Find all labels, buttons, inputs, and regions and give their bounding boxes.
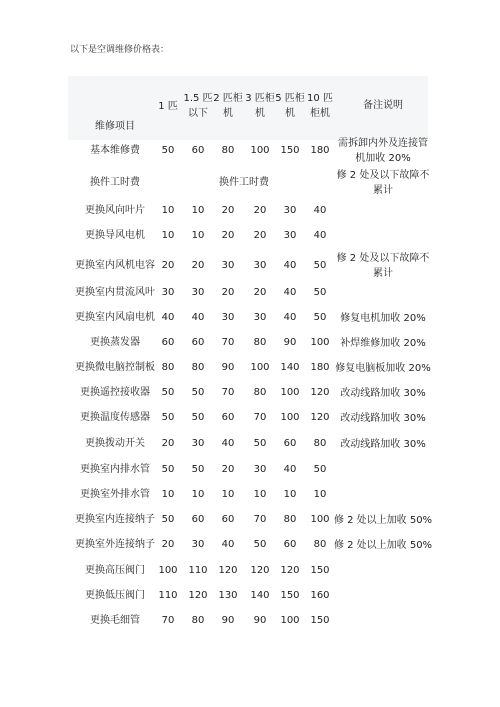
row-item: 基本维修费	[90, 145, 140, 156]
cell-value: 80	[191, 362, 205, 373]
cell-value: 60	[283, 438, 297, 449]
header-col-1: 1 匹	[158, 100, 178, 112]
cell-value: 30	[191, 287, 205, 298]
row-item: 换件工时费	[90, 177, 140, 188]
cell-value: 80	[161, 362, 175, 373]
cell-value: 50	[313, 287, 327, 298]
cell-value: 130	[218, 590, 238, 601]
cell-value: 10	[221, 489, 235, 500]
cell-value: 50	[191, 387, 205, 398]
cell-value: 120	[310, 387, 330, 398]
cell-value: 10	[161, 489, 175, 500]
cell-value: 80	[191, 615, 205, 626]
row-item: 更换风向叶片	[85, 205, 145, 216]
header-item: 维修项目	[95, 121, 135, 132]
cell-value: 110	[188, 565, 208, 576]
cell-value: 70	[161, 615, 175, 626]
cell-value: 50	[313, 464, 327, 475]
cell-value: 100	[280, 615, 300, 626]
cell-value: 100	[250, 145, 270, 156]
cell-value: 60	[161, 337, 175, 348]
cell-value: 50	[253, 539, 267, 550]
cell-value: 120	[250, 565, 270, 576]
header-col-5: 5 匹柜 机	[275, 93, 305, 119]
cell-value: 20	[253, 287, 267, 298]
row-item: 更换温度传感器	[80, 412, 150, 423]
cell-value: 50	[191, 412, 205, 423]
header-col-6: 10 匹 柜机	[307, 93, 333, 119]
row-span: 换件工时费	[219, 177, 269, 188]
cell-value: 20	[253, 205, 267, 216]
row-item: 更换导风电机	[85, 230, 145, 241]
cell-value: 100	[250, 362, 270, 373]
cell-value: 110	[158, 590, 178, 601]
cell-value: 10	[253, 489, 267, 500]
cell-value: 30	[221, 312, 235, 323]
row-note: 修复电脑板加收 20%	[335, 362, 431, 374]
cell-value: 160	[310, 590, 330, 601]
cell-value: 120	[280, 565, 300, 576]
cell-value: 50	[191, 464, 205, 475]
cell-value: 100	[158, 565, 178, 576]
cell-value: 80	[313, 539, 327, 550]
cell-value: 20	[221, 464, 235, 475]
cell-value: 80	[313, 438, 327, 449]
cell-value: 40	[283, 287, 297, 298]
cell-value: 150	[310, 615, 330, 626]
cell-value: 120	[188, 590, 208, 601]
cell-value: 90	[283, 337, 297, 348]
cell-value: 10	[161, 205, 175, 216]
cell-value: 20	[161, 260, 175, 271]
row-item: 更换拨动开关	[85, 438, 145, 449]
cell-value: 100	[280, 387, 300, 398]
row-note: 补焊维修加收 20%	[340, 337, 426, 349]
cell-value: 20	[221, 205, 235, 216]
row-item: 更换微电脑控制板	[75, 362, 155, 373]
row-item: 更换室外连接纳子	[75, 539, 155, 550]
cell-value: 20	[191, 260, 205, 271]
cell-value: 60	[221, 412, 235, 423]
row-note: 改动线路加收 30%	[340, 387, 426, 399]
cell-value: 180	[310, 145, 330, 156]
cell-value: 60	[221, 514, 235, 525]
row-note: 修 2 处及以下故障不 累计	[336, 253, 430, 279]
cell-value: 180	[310, 362, 330, 373]
cell-value: 30	[283, 230, 297, 241]
cell-value: 30	[253, 260, 267, 271]
cell-value: 30	[191, 438, 205, 449]
cell-value: 60	[191, 514, 205, 525]
row-item: 更换室内风扇电机	[75, 312, 155, 323]
cell-value: 80	[253, 387, 267, 398]
row-note: 改动线路加收 30%	[340, 438, 426, 450]
cell-value: 30	[221, 260, 235, 271]
cell-value: 10	[313, 489, 327, 500]
row-note: 改动线路加收 30%	[340, 412, 426, 424]
cell-value: 40	[313, 205, 327, 216]
cell-value: 40	[283, 464, 297, 475]
cell-value: 40	[191, 312, 205, 323]
cell-value: 50	[313, 312, 327, 323]
cell-value: 70	[253, 412, 267, 423]
cell-value: 50	[161, 412, 175, 423]
row-item: 更换室外排水管	[80, 489, 150, 500]
row-item: 更换低压阀门	[85, 590, 145, 601]
cell-value: 140	[250, 590, 270, 601]
cell-value: 30	[253, 464, 267, 475]
cell-value: 40	[221, 539, 235, 550]
cell-value: 140	[280, 362, 300, 373]
cell-value: 100	[280, 412, 300, 423]
cell-value: 120	[218, 565, 238, 576]
cell-value: 40	[161, 312, 175, 323]
cell-value: 120	[310, 412, 330, 423]
cell-value: 60	[191, 337, 205, 348]
cell-value: 20	[221, 287, 235, 298]
cell-value: 20	[161, 438, 175, 449]
header-col-4: 3 匹柜 机	[245, 93, 275, 119]
row-note: 修复电机加收 20%	[340, 312, 426, 324]
cell-value: 20	[161, 539, 175, 550]
row-item: 更换室内连接纳子	[75, 514, 155, 525]
cell-value: 80	[221, 145, 235, 156]
header-col-3: 2 匹柜 机	[213, 93, 243, 119]
row-item: 更换室内贯流风叶	[75, 287, 155, 298]
header-note: 备注说明	[363, 100, 403, 111]
cell-value: 90	[221, 362, 235, 373]
row-note: 需拆卸内外及连接管 机加收 20%	[338, 138, 428, 164]
cell-value: 10	[161, 230, 175, 241]
cell-value: 30	[161, 287, 175, 298]
row-item: 更换蒸发器	[90, 337, 140, 348]
cell-value: 60	[191, 145, 205, 156]
cell-value: 20	[253, 230, 267, 241]
cell-value: 100	[310, 514, 330, 525]
cell-value: 80	[253, 337, 267, 348]
row-note: 修 2 处及以下故障不 累计	[336, 170, 430, 196]
header-col-2: 1.5 匹 以下	[183, 93, 213, 119]
cell-value: 30	[283, 205, 297, 216]
row-note: 修 2 处以上加收 50%	[333, 539, 433, 551]
row-item: 更换遥控接收器	[80, 387, 150, 398]
cell-value: 40	[221, 438, 235, 449]
cell-value: 10	[191, 489, 205, 500]
cell-value: 50	[161, 145, 175, 156]
cell-value: 70	[221, 387, 235, 398]
cell-value: 40	[313, 230, 327, 241]
cell-value: 20	[221, 230, 235, 241]
row-item: 更换毛细管	[90, 615, 140, 626]
cell-value: 30	[253, 312, 267, 323]
cell-value: 50	[161, 464, 175, 475]
cell-value: 70	[253, 514, 267, 525]
cell-value: 150	[310, 565, 330, 576]
cell-value: 100	[310, 337, 330, 348]
cell-value: 10	[191, 205, 205, 216]
cell-value: 40	[283, 260, 297, 271]
cell-value: 150	[280, 590, 300, 601]
cell-value: 60	[283, 539, 297, 550]
cell-value: 70	[221, 337, 235, 348]
intro-text: 以下是空调维修价格表：	[70, 45, 170, 55]
cell-value: 30	[191, 539, 205, 550]
cell-value: 10	[283, 489, 297, 500]
row-item: 更换室内排水管	[80, 464, 150, 475]
cell-value: 40	[283, 312, 297, 323]
cell-value: 50	[161, 514, 175, 525]
cell-value: 150	[280, 145, 300, 156]
cell-value: 80	[283, 514, 297, 525]
row-note: 修 2 处以上加收 50%	[333, 514, 433, 526]
cell-value: 90	[253, 615, 267, 626]
cell-value: 10	[191, 230, 205, 241]
cell-value: 50	[313, 260, 327, 271]
cell-value: 50	[161, 387, 175, 398]
cell-value: 90	[221, 615, 235, 626]
row-item: 更换室内风机电容	[75, 260, 155, 271]
row-item: 更换高压阀门	[85, 565, 145, 576]
cell-value: 50	[253, 438, 267, 449]
